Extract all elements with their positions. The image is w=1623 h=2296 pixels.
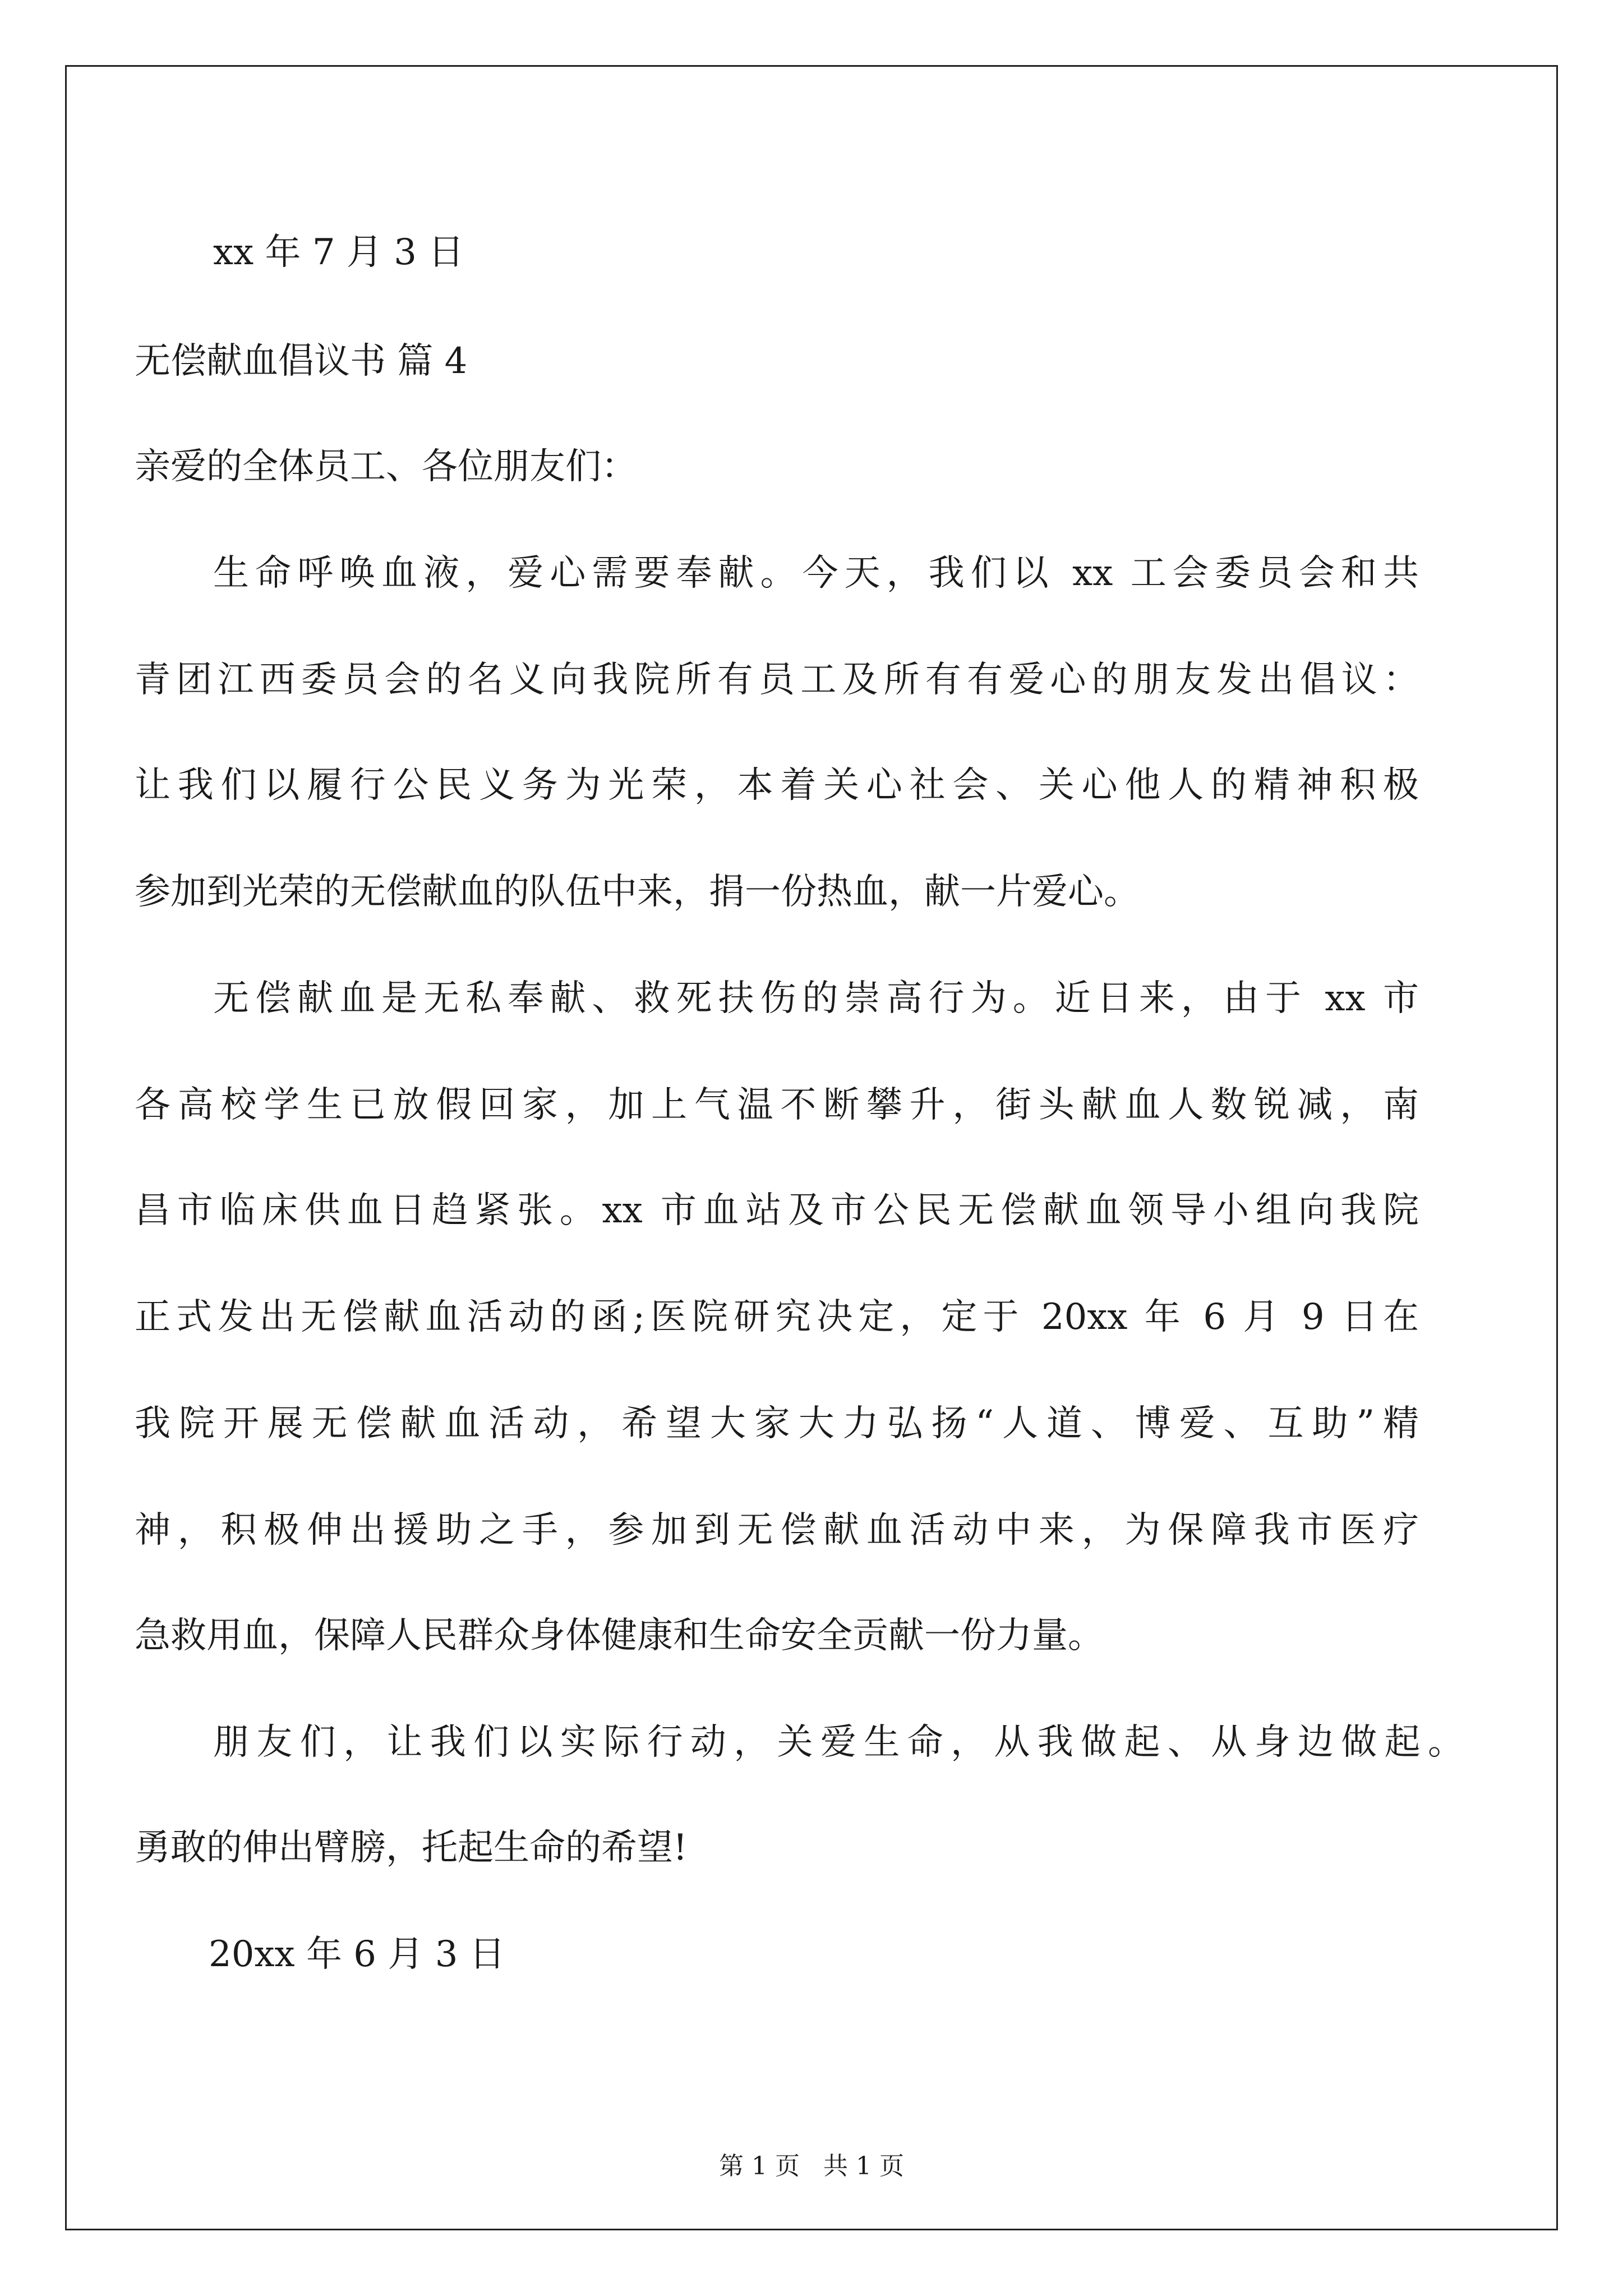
- page-footer: 第 1 页 共 1 页: [719, 2152, 904, 2180]
- salutation: 亲爱的全体员工、各位朋友们：: [135, 446, 637, 487]
- paragraph-1-line-1: 生命呼唤血液，爱心需要奉献。今天，我们以 xx 工会委员会和共: [213, 553, 1419, 594]
- date-top: xx 年 7 月 3 日: [213, 232, 464, 273]
- paragraph-2-line-4: 正式发出无偿献血活动的函;医院研究决定，定于 20xx 年 6 月 9 日在: [135, 1296, 1419, 1338]
- paragraph-2-line-7: 急救用血，保障人民群众身体健康和生命安全贡献一份力量。: [135, 1615, 1104, 1657]
- paragraph-2-line-5: 我院开展无偿献血活动，希望大家大力弘扬“人道、博爱、互助”精: [135, 1403, 1419, 1444]
- paragraph-2-line-1: 无偿献血是无私奉献、救死扶伤的崇高行为。近日来，由于 xx 市: [213, 978, 1419, 1019]
- date-bottom: 20xx 年 6 月 3 日: [209, 1934, 505, 1975]
- paragraph-1-line-4: 参加到光荣的无偿献血的队伍中来，捐一份热血，献一片爱心。: [135, 871, 1140, 913]
- document-heading: 无偿献血倡议书 篇 4: [135, 341, 468, 382]
- paragraph-2-line-2: 各高校学生已放假回家，加上气温不断攀升，街头献血人数锐减，南: [135, 1084, 1419, 1126]
- page-frame: [65, 65, 1558, 2230]
- paragraph-2-line-3: 昌市临床供血日趋紧张。xx 市血站及市公民无偿献血领导小组向我院: [135, 1190, 1419, 1231]
- paragraph-3-line-2: 勇敢的伸出臂膀，托起生命的希望!: [135, 1827, 688, 1869]
- paragraph-1-line-2: 青团江西委员会的名义向我院所有员工及所有有爱心的朋友发出倡议：: [135, 659, 1419, 701]
- paragraph-2-line-6: 神，积极伸出援助之手，参加到无偿献血活动中来，为保障我市医疗: [135, 1510, 1419, 1551]
- paragraph-3-line-1: 朋友们，让我们以实际行动，关爱生命，从我做起、从身边做起。: [213, 1722, 1464, 1763]
- paragraph-1-line-3: 让我们以履行公民义务为光荣，本着关心社会、关心他人的精神积极: [135, 765, 1419, 806]
